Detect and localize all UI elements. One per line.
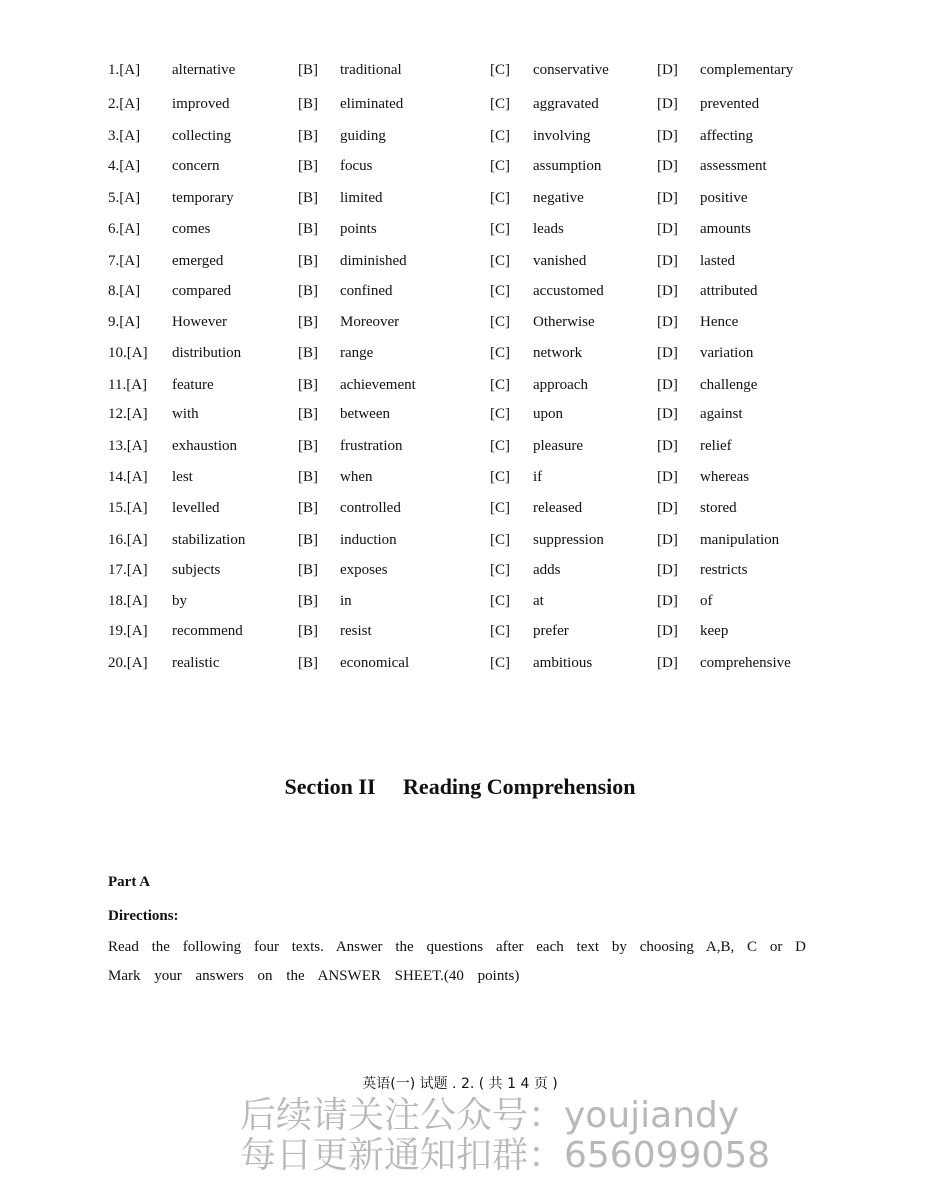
option-row bbox=[0, 438, 950, 462]
question-number: 19.[A] bbox=[108, 623, 148, 639]
option-b: focus bbox=[340, 158, 373, 174]
option-row bbox=[0, 221, 950, 245]
option-d: manipulation bbox=[700, 532, 780, 548]
option-c: at bbox=[533, 593, 544, 609]
option-c-label: [C] bbox=[490, 128, 510, 144]
option-c: Otherwise bbox=[533, 314, 595, 330]
option-b-label: [B] bbox=[298, 500, 318, 516]
option-b: range bbox=[340, 345, 374, 361]
question-number: 4.[A] bbox=[108, 158, 141, 174]
option-b: achievement bbox=[340, 377, 416, 393]
option-b: frustration bbox=[340, 438, 403, 454]
option-c: accustomed bbox=[533, 283, 604, 299]
option-row bbox=[0, 377, 950, 401]
option-c: network bbox=[533, 345, 583, 361]
option-c: if bbox=[533, 469, 543, 485]
option-c-label: [C] bbox=[490, 623, 510, 639]
option-d: keep bbox=[700, 623, 729, 639]
option-d-label: [D] bbox=[657, 532, 678, 548]
question-number: 12.[A] bbox=[108, 406, 148, 422]
option-b: in bbox=[340, 593, 352, 609]
question-number: 9.[A] bbox=[108, 314, 141, 330]
option-c: suppression bbox=[533, 532, 604, 548]
option-b-label: [B] bbox=[298, 406, 318, 422]
option-c-label: [C] bbox=[490, 532, 510, 548]
option-row bbox=[0, 158, 950, 182]
option-a: realistic bbox=[172, 655, 220, 671]
option-d-label: [D] bbox=[657, 469, 678, 485]
option-row bbox=[0, 469, 950, 493]
option-b: eliminated bbox=[340, 96, 404, 112]
option-b-label: [B] bbox=[298, 438, 318, 454]
option-d-label: [D] bbox=[657, 438, 678, 454]
option-a: collecting bbox=[172, 128, 232, 144]
option-a: lest bbox=[172, 469, 193, 485]
section-heading bbox=[0, 774, 920, 800]
option-row bbox=[0, 314, 950, 338]
option-d-label: [D] bbox=[657, 221, 678, 237]
option-a: improved bbox=[172, 96, 230, 112]
option-b: exposes bbox=[340, 562, 388, 578]
option-b-label: [B] bbox=[298, 158, 318, 174]
option-row bbox=[0, 253, 950, 277]
option-b-label: [B] bbox=[298, 314, 318, 330]
option-c: upon bbox=[533, 406, 563, 422]
option-c-label: [C] bbox=[490, 593, 510, 609]
option-b-label: [B] bbox=[298, 623, 318, 639]
option-c: assumption bbox=[533, 158, 602, 174]
option-a: by bbox=[172, 593, 187, 609]
option-b: guiding bbox=[340, 128, 386, 144]
option-a: subjects bbox=[172, 562, 221, 578]
option-d-label: [D] bbox=[657, 253, 678, 269]
option-c-label: [C] bbox=[490, 221, 510, 237]
option-b-label: [B] bbox=[298, 190, 318, 206]
option-b: limited bbox=[340, 190, 383, 206]
option-c-label: [C] bbox=[490, 158, 510, 174]
option-b-label: [B] bbox=[298, 593, 318, 609]
option-b: Moreover bbox=[340, 314, 400, 330]
instructions-line-2: Mark your answers on the ANSWER SHEET.(40 points) bbox=[108, 968, 520, 984]
option-b: when bbox=[340, 469, 373, 485]
question-number: 14.[A] bbox=[108, 469, 148, 485]
option-b-label: [B] bbox=[298, 377, 318, 393]
option-d-label: [D] bbox=[657, 406, 678, 422]
question-number: 2.[A] bbox=[108, 96, 141, 112]
option-b: economical bbox=[340, 655, 410, 671]
instructions-line-1: Read the following four texts. Answer the questions after each text by choosing A,B, C or D bbox=[108, 939, 806, 955]
option-row bbox=[0, 283, 950, 307]
option-row bbox=[0, 128, 950, 152]
option-c: approach bbox=[533, 377, 588, 393]
option-c: adds bbox=[533, 562, 561, 578]
option-a: stabilization bbox=[172, 532, 246, 548]
option-d: against bbox=[700, 406, 743, 422]
option-d-label: [D] bbox=[657, 128, 678, 144]
option-d: of bbox=[700, 593, 713, 609]
option-c-label: [C] bbox=[490, 345, 510, 361]
option-b: traditional bbox=[340, 62, 402, 78]
option-c-label: [C] bbox=[490, 253, 510, 269]
option-d: restricts bbox=[700, 562, 748, 578]
option-d: Hence bbox=[700, 314, 739, 330]
question-number: 10.[A] bbox=[108, 345, 148, 361]
option-c: vanished bbox=[533, 253, 587, 269]
option-b: between bbox=[340, 406, 390, 422]
section-numeral: II bbox=[358, 774, 376, 799]
option-b-label: [B] bbox=[298, 221, 318, 237]
option-a: comes bbox=[172, 221, 211, 237]
option-d-label: [D] bbox=[657, 62, 678, 78]
section-title: Reading Comprehension bbox=[403, 774, 636, 799]
option-d: comprehensive bbox=[700, 655, 791, 671]
option-c: negative bbox=[533, 190, 584, 206]
option-d: relief bbox=[700, 438, 732, 454]
option-a: compared bbox=[172, 283, 232, 299]
option-c: released bbox=[533, 500, 583, 516]
option-c-label: [C] bbox=[490, 283, 510, 299]
option-c-label: [C] bbox=[490, 655, 510, 671]
option-row bbox=[0, 406, 950, 430]
option-c-label: [C] bbox=[490, 406, 510, 422]
option-row bbox=[0, 623, 950, 647]
part-label: Part A bbox=[108, 874, 151, 890]
option-a: with bbox=[172, 406, 199, 422]
option-c-label: [C] bbox=[490, 469, 510, 485]
option-b-label: [B] bbox=[298, 532, 318, 548]
option-row bbox=[0, 62, 950, 86]
option-c: pleasure bbox=[533, 438, 583, 454]
option-d: prevented bbox=[700, 96, 760, 112]
option-d-label: [D] bbox=[657, 562, 678, 578]
option-d-label: [D] bbox=[657, 283, 678, 299]
option-row bbox=[0, 593, 950, 617]
option-d-label: [D] bbox=[657, 96, 678, 112]
option-c-label: [C] bbox=[490, 562, 510, 578]
option-a: concern bbox=[172, 158, 220, 174]
option-c-label: [C] bbox=[490, 190, 510, 206]
option-row bbox=[0, 532, 950, 556]
option-c-label: [C] bbox=[490, 96, 510, 112]
question-number: 16.[A] bbox=[108, 532, 148, 548]
option-d-label: [D] bbox=[657, 593, 678, 609]
question-number: 20.[A] bbox=[108, 655, 148, 671]
option-c: prefer bbox=[533, 623, 569, 639]
option-d: amounts bbox=[700, 221, 751, 237]
option-c: ambitious bbox=[533, 655, 593, 671]
option-d: assessment bbox=[700, 158, 767, 174]
watermark-line-1: 后续请关注公众号：youjiandy bbox=[240, 1095, 740, 1136]
option-a: However bbox=[172, 314, 227, 330]
option-d: stored bbox=[700, 500, 737, 516]
option-b: confined bbox=[340, 283, 393, 299]
option-d-label: [D] bbox=[657, 623, 678, 639]
option-row bbox=[0, 345, 950, 369]
option-c: conservative bbox=[533, 62, 609, 78]
option-d: positive bbox=[700, 190, 748, 206]
option-c-label: [C] bbox=[490, 438, 510, 454]
question-number: 17.[A] bbox=[108, 562, 148, 578]
option-d: whereas bbox=[700, 469, 750, 485]
option-b: controlled bbox=[340, 500, 401, 516]
option-a: emerged bbox=[172, 253, 224, 269]
option-c: leads bbox=[533, 221, 564, 237]
option-d-label: [D] bbox=[657, 500, 678, 516]
option-a: temporary bbox=[172, 190, 234, 206]
question-number: 1.[A] bbox=[108, 62, 141, 78]
option-b-label: [B] bbox=[298, 283, 318, 299]
question-number: 18.[A] bbox=[108, 593, 148, 609]
option-d: variation bbox=[700, 345, 754, 361]
question-number: 13.[A] bbox=[108, 438, 148, 454]
option-b-label: [B] bbox=[298, 62, 318, 78]
page-footer: 英语(一) 试题 . 2. ( 共 1 4 页 ) bbox=[362, 1076, 558, 1092]
question-number: 15.[A] bbox=[108, 500, 148, 516]
option-row bbox=[0, 655, 950, 679]
option-b-label: [B] bbox=[298, 96, 318, 112]
option-d: affecting bbox=[700, 128, 754, 144]
question-number: 5.[A] bbox=[108, 190, 141, 206]
option-a: levelled bbox=[172, 500, 220, 516]
option-c: aggravated bbox=[533, 96, 599, 112]
watermark-line-2: 每日更新通知扣群：656099058 bbox=[240, 1135, 771, 1176]
option-b-label: [B] bbox=[298, 655, 318, 671]
option-b-label: [B] bbox=[298, 469, 318, 485]
question-number: 6.[A] bbox=[108, 221, 141, 237]
option-b: induction bbox=[340, 532, 397, 548]
option-d-label: [D] bbox=[657, 655, 678, 671]
option-a: recommend bbox=[172, 623, 243, 639]
option-b: resist bbox=[340, 623, 372, 639]
option-c-label: [C] bbox=[490, 377, 510, 393]
option-d: lasted bbox=[700, 253, 735, 269]
option-c-label: [C] bbox=[490, 500, 510, 516]
option-b: points bbox=[340, 221, 377, 237]
question-number: 7.[A] bbox=[108, 253, 141, 269]
option-a: feature bbox=[172, 377, 214, 393]
directions-label: Directions: bbox=[108, 908, 179, 924]
option-d: attributed bbox=[700, 283, 758, 299]
option-b-label: [B] bbox=[298, 562, 318, 578]
option-d-label: [D] bbox=[657, 158, 678, 174]
option-a: distribution bbox=[172, 345, 242, 361]
option-b: diminished bbox=[340, 253, 407, 269]
option-row bbox=[0, 96, 950, 120]
option-a: exhaustion bbox=[172, 438, 237, 454]
option-d: challenge bbox=[700, 377, 758, 393]
question-number: 8.[A] bbox=[108, 283, 141, 299]
option-c-label: [C] bbox=[490, 62, 510, 78]
option-b-label: [B] bbox=[298, 345, 318, 361]
question-number: 11.[A] bbox=[108, 377, 148, 393]
option-d-label: [D] bbox=[657, 190, 678, 206]
option-d-label: [D] bbox=[657, 377, 678, 393]
option-row bbox=[0, 190, 950, 214]
option-d: complementary bbox=[700, 62, 794, 78]
option-row bbox=[0, 500, 950, 524]
option-d-label: [D] bbox=[657, 314, 678, 330]
option-c-label: [C] bbox=[490, 314, 510, 330]
section-label: Section bbox=[284, 774, 353, 799]
option-b-label: [B] bbox=[298, 253, 318, 269]
option-row bbox=[0, 562, 950, 586]
option-b-label: [B] bbox=[298, 128, 318, 144]
option-a: alternative bbox=[172, 62, 236, 78]
option-c: involving bbox=[533, 128, 591, 144]
question-number: 3.[A] bbox=[108, 128, 141, 144]
option-d-label: [D] bbox=[657, 345, 678, 361]
